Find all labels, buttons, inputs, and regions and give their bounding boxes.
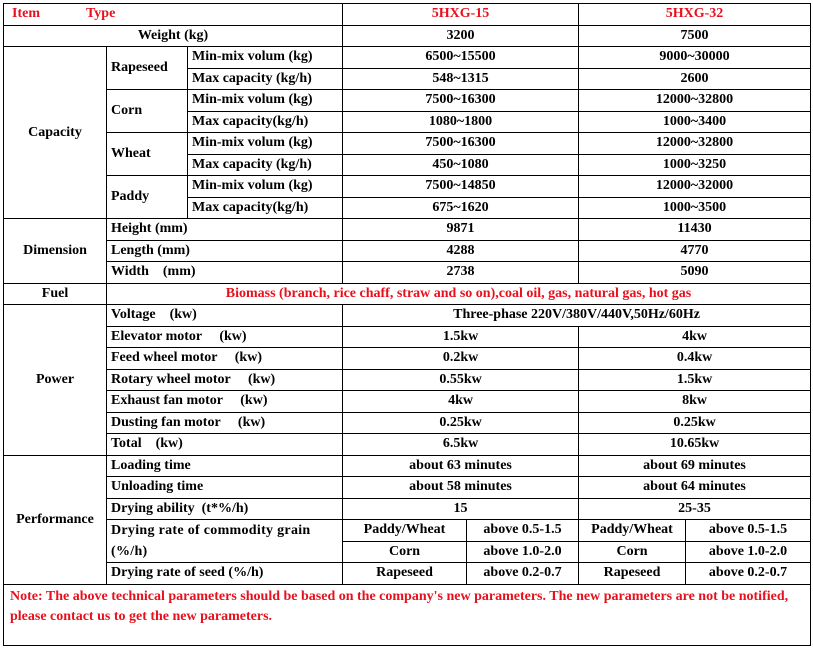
table-row bbox=[4, 305, 811, 327]
param-label: Drying rate of seed (%/h) bbox=[107, 563, 343, 585]
param-label: Drying ability (t*%/h) bbox=[107, 498, 343, 520]
table-row bbox=[4, 477, 811, 499]
param-label: Elevator motor (kw) bbox=[107, 326, 343, 348]
param-label: Dusting fan motor (kw) bbox=[107, 412, 343, 434]
value-a: 450~1080 bbox=[343, 154, 579, 176]
header-row bbox=[4, 4, 811, 26]
value-b: 1000~3500 bbox=[579, 197, 811, 219]
crop-b: Paddy/Wheat bbox=[579, 520, 686, 542]
header-type: Type bbox=[86, 6, 116, 22]
param-label: Loading time bbox=[107, 455, 343, 477]
rate-b: above 0.2-0.7 bbox=[686, 563, 811, 585]
table-row bbox=[4, 434, 811, 456]
power-label: Power bbox=[4, 305, 107, 456]
value-a: 7500~16300 bbox=[343, 90, 579, 112]
capacity-label: Capacity bbox=[4, 47, 107, 219]
param-label: Max capacity(kg/h) bbox=[188, 197, 343, 219]
performance-label: Performance bbox=[4, 455, 107, 584]
value-a: 1080~1800 bbox=[343, 111, 579, 133]
crop-b: Rapeseed bbox=[579, 563, 686, 585]
table-row bbox=[4, 455, 811, 477]
fuel-value: Biomass (branch, rice chaff, straw and so on),coal oil, gas, natural gas, hot gas bbox=[107, 283, 811, 305]
value-b: 1.5kw bbox=[579, 369, 811, 391]
fuel-label: Fuel bbox=[4, 283, 107, 305]
rate-a: above 0.5-1.5 bbox=[467, 520, 579, 542]
value-b: 10.65kw bbox=[579, 434, 811, 456]
value-b: 0.4kw bbox=[579, 348, 811, 370]
spec-table bbox=[3, 3, 811, 646]
value-a: 15 bbox=[343, 498, 579, 520]
param-label: Unloading time bbox=[107, 477, 343, 499]
param-label: Max capacity (kg/h) bbox=[188, 154, 343, 176]
weight-a: 3200 bbox=[343, 25, 579, 47]
param-label: Min-mix volum (kg) bbox=[188, 176, 343, 198]
fuel-row bbox=[4, 283, 811, 305]
param-label: Max capacity(kg/h) bbox=[188, 111, 343, 133]
value-b: 8kw bbox=[579, 391, 811, 413]
value-a: 6.5kw bbox=[343, 434, 579, 456]
table-row bbox=[4, 348, 811, 370]
param-label: Voltage (kw) bbox=[107, 305, 343, 327]
param-label: Width (mm) bbox=[107, 262, 343, 284]
rate-b: above 1.0-2.0 bbox=[686, 541, 811, 563]
value-b: about 64 minutes bbox=[579, 477, 811, 499]
dimension-label: Dimension bbox=[4, 219, 107, 284]
value-a: 6500~15500 bbox=[343, 47, 579, 69]
value-b: 4kw bbox=[579, 326, 811, 348]
voltage-value: Three-phase 220V/380V/440V,50Hz/60Hz bbox=[343, 305, 811, 327]
header-item: Item bbox=[12, 6, 40, 22]
value-a: 548~1315 bbox=[343, 68, 579, 90]
param-label: Total (kw) bbox=[107, 434, 343, 456]
value-a: 1.5kw bbox=[343, 326, 579, 348]
weight-row bbox=[4, 25, 811, 47]
table-row bbox=[4, 90, 811, 112]
value-a: 9871 bbox=[343, 219, 579, 241]
value-b: about 69 minutes bbox=[579, 455, 811, 477]
crop-label: Rapeseed bbox=[107, 47, 188, 90]
param-label: Rotary wheel motor (kw) bbox=[107, 369, 343, 391]
crop-label: Wheat bbox=[107, 133, 188, 176]
table-row bbox=[4, 133, 811, 155]
param-label: Min-mix volum (kg) bbox=[188, 133, 343, 155]
value-b: 12000~32000 bbox=[579, 176, 811, 198]
value-a: 7500~14850 bbox=[343, 176, 579, 198]
crop-a: Rapeseed bbox=[343, 563, 467, 585]
table-row bbox=[4, 240, 811, 262]
param-label: Feed wheel motor (kw) bbox=[107, 348, 343, 370]
table-row bbox=[4, 219, 811, 241]
value-a: 0.55kw bbox=[343, 369, 579, 391]
param-label: Min-mix volum (kg) bbox=[188, 90, 343, 112]
table-row bbox=[4, 563, 811, 585]
value-a: 0.25kw bbox=[343, 412, 579, 434]
value-b: 9000~30000 bbox=[579, 47, 811, 69]
value-b: 5090 bbox=[579, 262, 811, 284]
value-a: 7500~16300 bbox=[343, 133, 579, 155]
value-b: 0.25kw bbox=[579, 412, 811, 434]
rate-a: above 0.2-0.7 bbox=[467, 563, 579, 585]
crop-label: Corn bbox=[107, 90, 188, 133]
value-b: 25-35 bbox=[579, 498, 811, 520]
table-row bbox=[4, 498, 811, 520]
header-item-type bbox=[4, 4, 343, 26]
param-label: Length (mm) bbox=[107, 240, 343, 262]
value-a: 4kw bbox=[343, 391, 579, 413]
weight-b: 7500 bbox=[579, 25, 811, 47]
value-a: about 58 minutes bbox=[343, 477, 579, 499]
table-row bbox=[4, 412, 811, 434]
crop-label: Paddy bbox=[107, 176, 188, 219]
table-row bbox=[4, 47, 811, 69]
value-a: 675~1620 bbox=[343, 197, 579, 219]
value-b: 4770 bbox=[579, 240, 811, 262]
note-text: Note: The above technical parameters should be based on the company's new parameters. The new parameters are not be notified, please contact us to get the new parameters. bbox=[4, 584, 811, 645]
crop-a: Paddy/Wheat bbox=[343, 520, 467, 542]
crop-b: Corn bbox=[579, 541, 686, 563]
value-b: 1000~3400 bbox=[579, 111, 811, 133]
value-b: 12000~32800 bbox=[579, 90, 811, 112]
table-row bbox=[4, 391, 811, 413]
rate-b: above 0.5-1.5 bbox=[686, 520, 811, 542]
table-row bbox=[4, 520, 811, 542]
table-row bbox=[4, 262, 811, 284]
crop-a: Corn bbox=[343, 541, 467, 563]
value-b: 1000~3250 bbox=[579, 154, 811, 176]
table-row bbox=[4, 326, 811, 348]
table-row bbox=[4, 176, 811, 198]
value-a: 0.2kw bbox=[343, 348, 579, 370]
param-label: Exhaust fan motor (kw) bbox=[107, 391, 343, 413]
value-a: 4288 bbox=[343, 240, 579, 262]
value-a: about 63 minutes bbox=[343, 455, 579, 477]
param-label: Max capacity (kg/h) bbox=[188, 68, 343, 90]
weight-label: Weight (kg) bbox=[4, 25, 343, 47]
table-row bbox=[4, 369, 811, 391]
value-a: 2738 bbox=[343, 262, 579, 284]
param-label: Height (mm) bbox=[107, 219, 343, 241]
header-model-a: 5HXG-15 bbox=[343, 4, 579, 26]
note-row bbox=[4, 584, 811, 645]
rate-a: above 1.0-2.0 bbox=[467, 541, 579, 563]
value-b: 11430 bbox=[579, 219, 811, 241]
param-label: Drying rate of commodity grain (%/h) bbox=[107, 520, 343, 563]
header-model-b: 5HXG-32 bbox=[579, 4, 811, 26]
value-b: 12000~32800 bbox=[579, 133, 811, 155]
param-label: Min-mix volum (kg) bbox=[188, 47, 343, 69]
value-b: 2600 bbox=[579, 68, 811, 90]
